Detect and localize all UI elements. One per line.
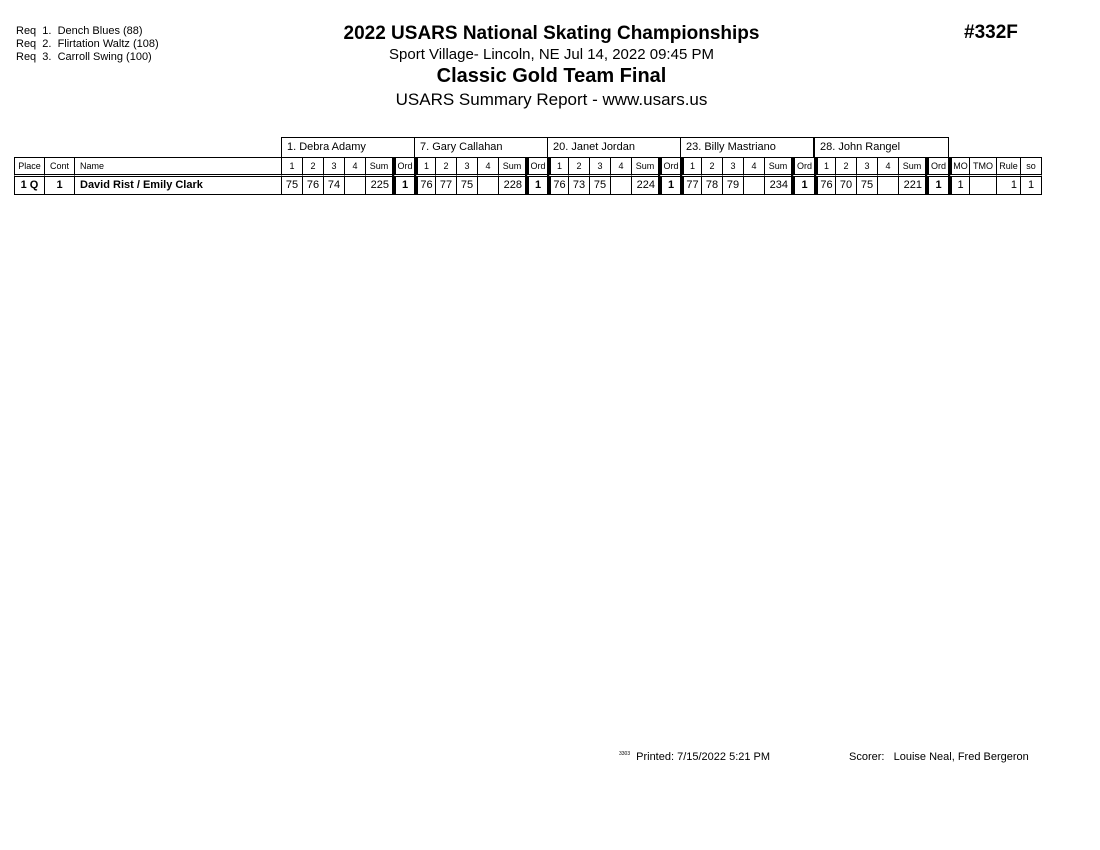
report-code: 3303	[619, 751, 631, 757]
col-header-score-3: 3	[856, 157, 877, 177]
score-cell: 76	[814, 177, 835, 195]
col-header-so: so	[1020, 157, 1042, 177]
sum-cell: 225	[365, 177, 392, 195]
contestant-number-cell: 1	[44, 177, 74, 195]
score-cell	[743, 177, 764, 195]
score-cell	[610, 177, 631, 195]
col-header-name: Name	[74, 157, 281, 177]
col-header-score-2: 2	[435, 157, 456, 177]
col-header-tmo: TMO	[969, 157, 996, 177]
col-header-sum: Sum	[764, 157, 791, 177]
col-header-ord: Ord	[658, 157, 680, 177]
score-cell: 76	[302, 177, 323, 195]
judge-header: 7. Gary Callahan	[414, 137, 548, 157]
score-cell: 75	[281, 177, 302, 195]
col-header-ord: Ord	[925, 157, 948, 177]
col-header-score-3: 3	[456, 157, 477, 177]
col-header-score-4: 4	[610, 157, 631, 177]
col-header-score-3: 3	[722, 157, 743, 177]
judge-header: 28. John Rangel	[814, 137, 949, 157]
col-header-sum: Sum	[898, 157, 925, 177]
ordinal-cell: 1	[791, 177, 814, 195]
requirement-item: Req 1. Dench Blues (88)	[16, 25, 143, 37]
sum-cell: 228	[498, 177, 525, 195]
col-header-score-2: 2	[302, 157, 323, 177]
col-header-score-3: 3	[323, 157, 344, 177]
judge-header: 20. Janet Jordan	[547, 137, 681, 157]
score-cell	[477, 177, 498, 195]
tmo-cell	[969, 177, 996, 195]
col-header-score-2: 2	[835, 157, 856, 177]
col-header-score-2: 2	[701, 157, 722, 177]
col-header-mo: MO	[948, 157, 969, 177]
score-cell: 70	[835, 177, 856, 195]
score-cell: 76	[547, 177, 568, 195]
col-header-place: Place	[14, 157, 44, 177]
col-header-score-1: 1	[680, 157, 701, 177]
col-header-ord: Ord	[791, 157, 814, 177]
sum-cell: 234	[764, 177, 791, 195]
col-header-score-4: 4	[477, 157, 498, 177]
col-header-score-3: 3	[589, 157, 610, 177]
skater-name-cell: David Rist / Emily Clark	[74, 177, 281, 195]
col-header-score-1: 1	[814, 157, 835, 177]
mo-cell: 1	[948, 177, 969, 195]
venue-datetime: Sport Village- Lincoln, NE Jul 14, 2022 09:45 PM	[389, 46, 714, 63]
col-header-score-1: 1	[547, 157, 568, 177]
place-cell: 1 Q	[14, 177, 44, 195]
col-header-score-1: 1	[281, 157, 302, 177]
report-subtitle: USARS Summary Report - www.usars.us	[395, 90, 708, 109]
ordinal-cell: 1	[525, 177, 547, 195]
score-cell	[877, 177, 898, 195]
ordinal-cell: 1	[658, 177, 680, 195]
col-header-score-4: 4	[877, 157, 898, 177]
col-header-score-2: 2	[568, 157, 589, 177]
col-header-rule: Rule	[996, 157, 1020, 177]
sum-cell: 224	[631, 177, 658, 195]
score-cell: 77	[680, 177, 701, 195]
score-cell: 77	[435, 177, 456, 195]
score-cell: 73	[568, 177, 589, 195]
championship-title: 2022 USARS National Skating Championships	[343, 23, 760, 44]
score-cell: 75	[456, 177, 477, 195]
col-header-sum: Sum	[498, 157, 525, 177]
col-header-sum: Sum	[365, 157, 392, 177]
score-cell: 75	[589, 177, 610, 195]
col-header-sum: Sum	[631, 157, 658, 177]
score-cell: 78	[701, 177, 722, 195]
col-header-cont: Cont	[44, 157, 74, 177]
col-header-ord: Ord	[525, 157, 547, 177]
col-header-ord: Ord	[392, 157, 414, 177]
sum-cell: 221	[898, 177, 925, 195]
printed-info	[619, 751, 770, 763]
report-header	[300, 22, 803, 111]
so-cell: 1	[1020, 177, 1042, 195]
ordinal-cell: 1	[392, 177, 414, 195]
requirements-list	[16, 25, 159, 64]
requirement-item: Req 3. Carroll Swing (100)	[16, 51, 152, 63]
rule-cell: 1	[996, 177, 1020, 195]
judge-header: 1. Debra Adamy	[281, 137, 415, 157]
score-cell: 75	[856, 177, 877, 195]
score-cell: 79	[722, 177, 743, 195]
score-cell: 74	[323, 177, 344, 195]
event-number: #332F	[964, 22, 1018, 43]
ordinal-cell: 1	[925, 177, 948, 195]
requirement-item: Req 2. Flirtation Waltz (108)	[16, 38, 159, 50]
score-cell: 76	[414, 177, 435, 195]
event-title: Classic Gold Team Final	[436, 65, 667, 87]
score-cell	[344, 177, 365, 195]
col-header-score-4: 4	[344, 157, 365, 177]
col-header-score-4: 4	[743, 157, 764, 177]
col-header-score-1: 1	[414, 157, 435, 177]
scorer-info: Scorer: Louise Neal, Fred Bergeron	[849, 751, 1029, 763]
judge-header: 23. Billy Mastriano	[680, 137, 814, 157]
printed-timestamp: Printed: 7/15/2022 5:21 PM	[636, 751, 771, 763]
